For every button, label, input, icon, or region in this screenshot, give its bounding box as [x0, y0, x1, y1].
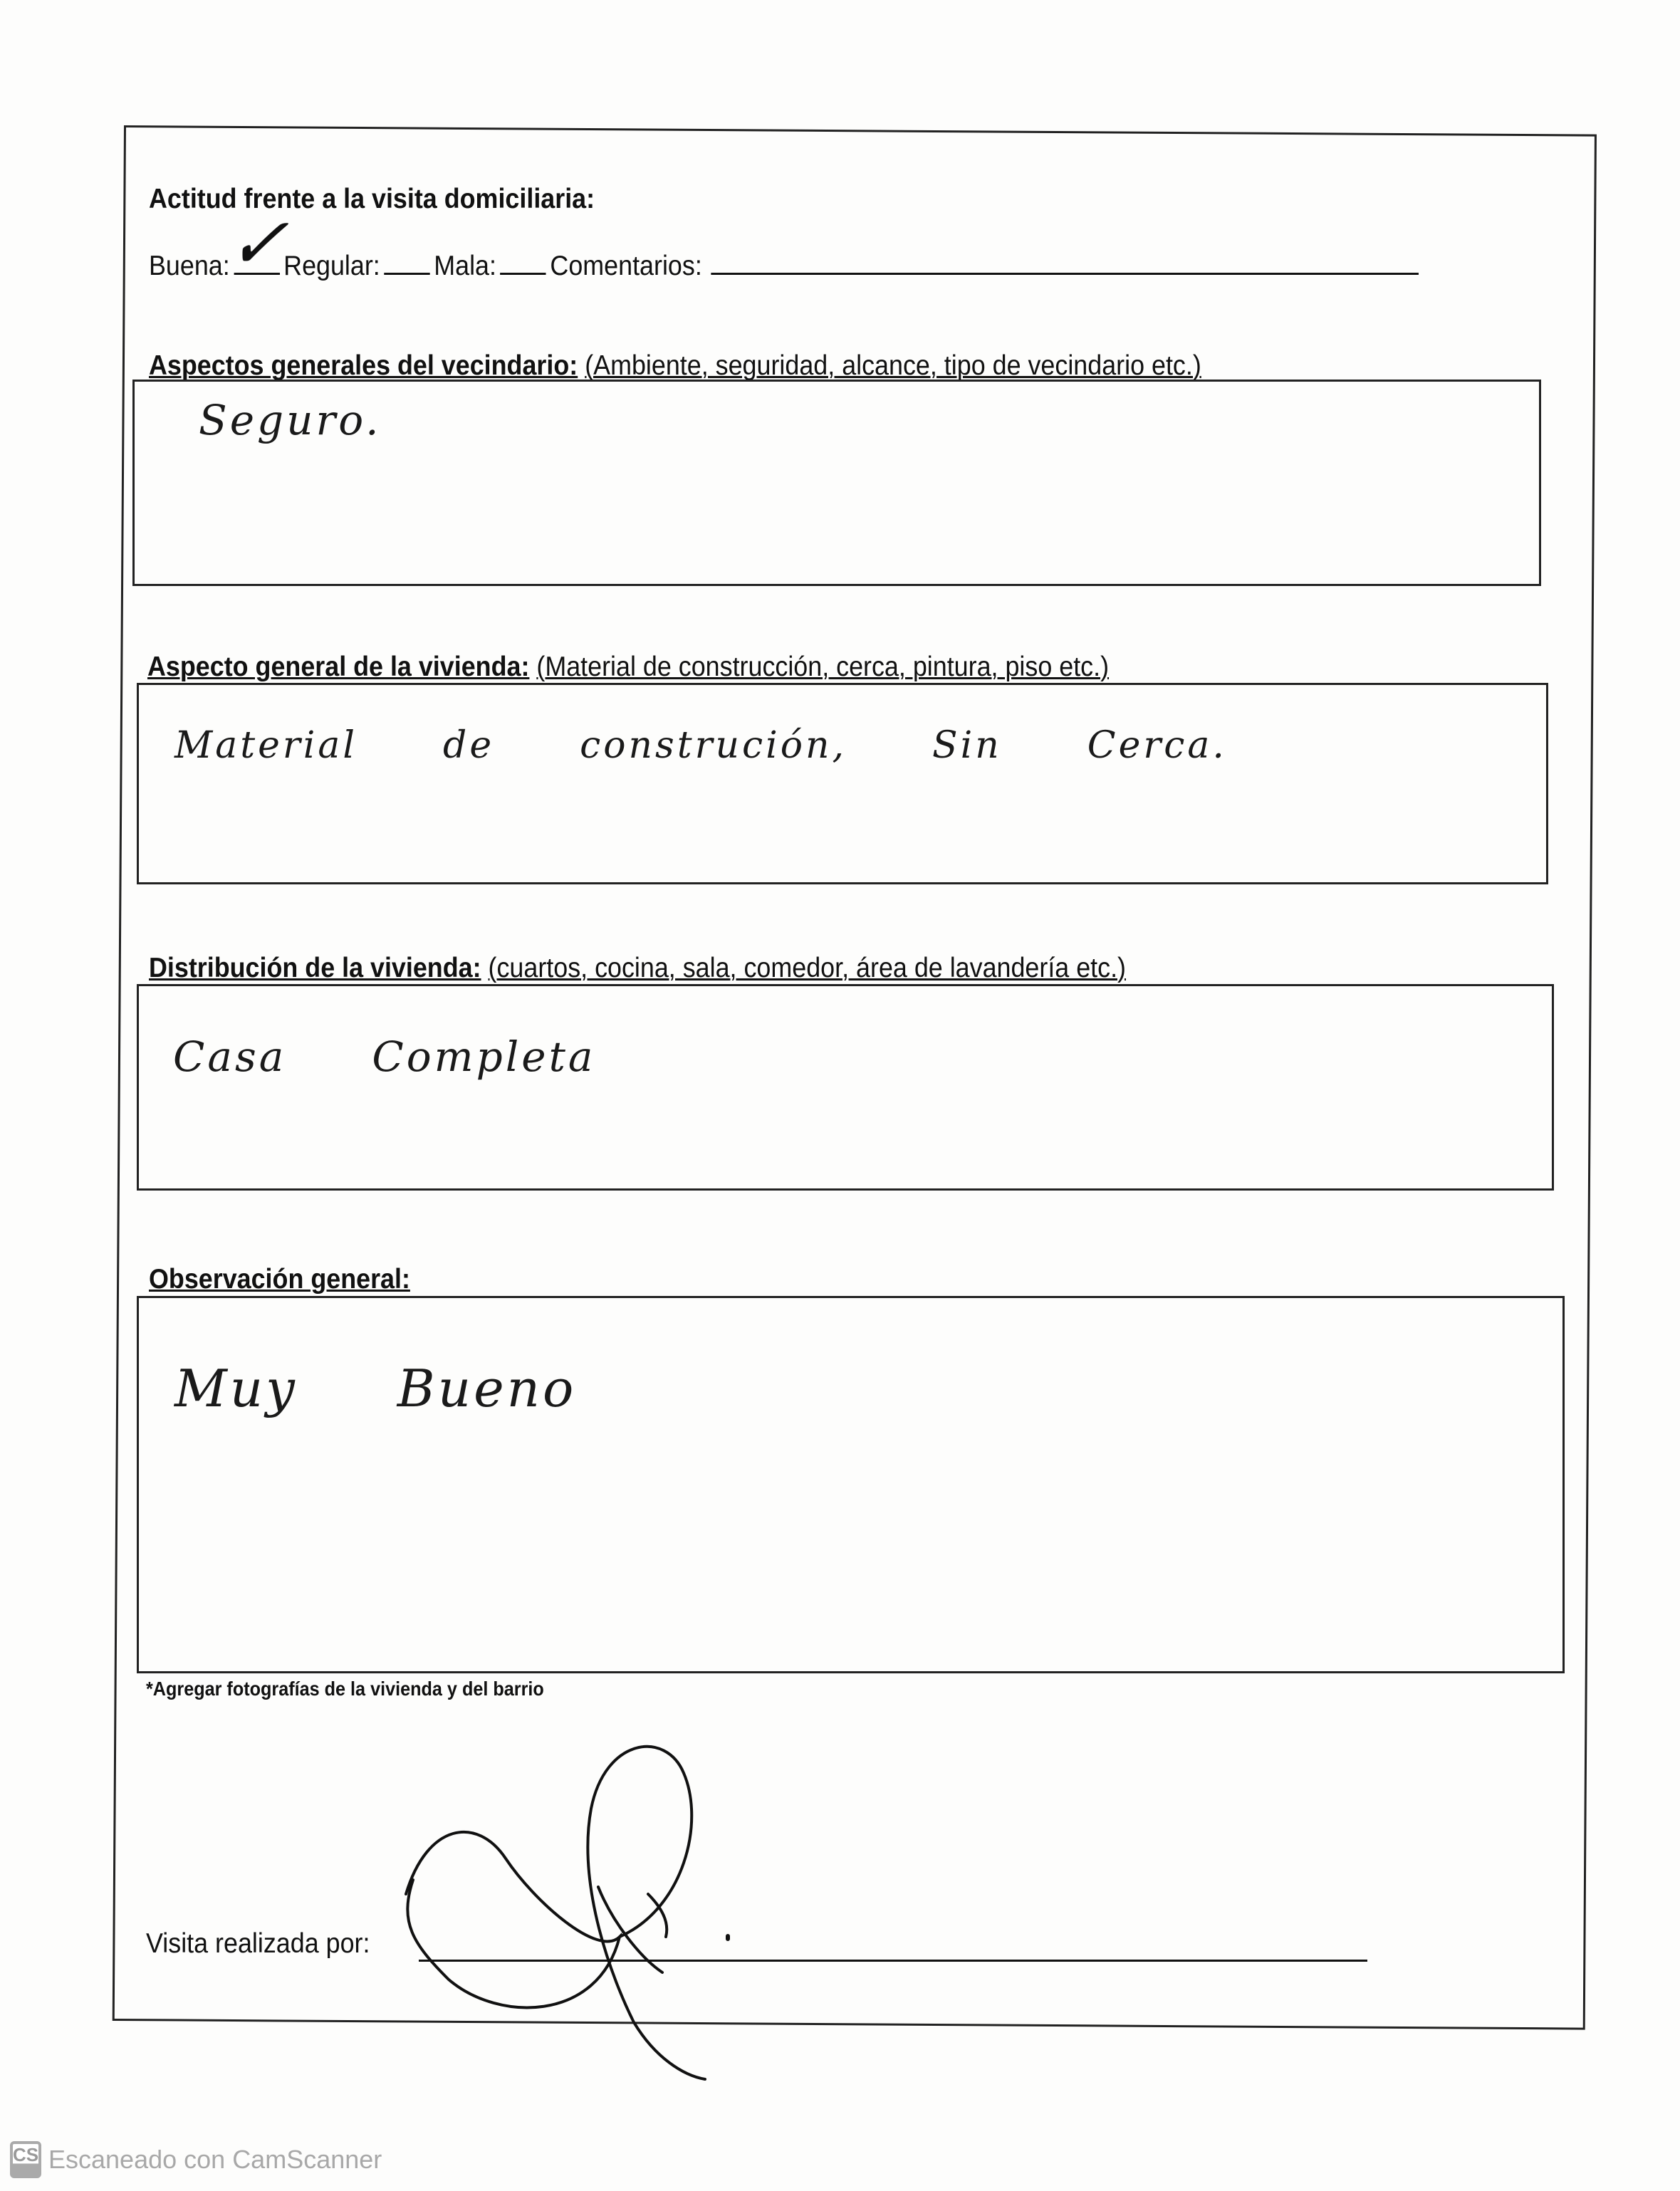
- footnote: *Agregar fotografías de la vivienda y del barrio: [146, 1678, 544, 1700]
- regular-label: Regular:: [283, 251, 380, 281]
- hand-word: Muy: [174, 1359, 298, 1418]
- comentarios-field[interactable]: [711, 251, 1419, 275]
- signature-stroke: [406, 1747, 705, 2079]
- housing-box[interactable]: [137, 683, 1548, 884]
- camscanner-text: Escaneado con CamScanner: [48, 2145, 382, 2174]
- hand-word: Material: [174, 724, 358, 767]
- attitude-options: [149, 202, 1423, 285]
- hand-word: Cerca.: [1087, 724, 1227, 767]
- attitude-heading: Actitud frente a la visita domiciliaria:: [149, 184, 595, 214]
- check-mark-icon: ✓: [219, 202, 308, 285]
- mala-label: Mala:: [434, 251, 496, 281]
- hand-word: Casa: [173, 1032, 287, 1081]
- distribution-hint: (cuartos, cocina, sala, comedor, área de lavandería etc.): [488, 953, 1127, 983]
- observation-answer: [174, 1359, 662, 1418]
- distribution-title: Distribución de la vivienda:: [149, 953, 481, 983]
- camscanner-watermark: [10, 2141, 382, 2178]
- hand-word: Completa: [372, 1032, 596, 1081]
- hand-word: Sin: [932, 724, 1002, 767]
- hand-word: construción,: [580, 724, 847, 767]
- distribution-box[interactable]: [137, 984, 1554, 1191]
- neighborhood-answer: Seguro.: [199, 396, 382, 444]
- hand-word: de: [443, 724, 495, 767]
- regular-field[interactable]: [384, 251, 429, 275]
- buena-label: Buena:: [149, 251, 230, 281]
- visit-label: Visita realizada por:: [146, 1928, 370, 1959]
- buena-field[interactable]: [219, 202, 308, 285]
- comentarios-label: Comentarios:: [550, 251, 702, 281]
- distribution-answer: [173, 1032, 682, 1081]
- observation-title: Observación general:: [149, 1264, 410, 1295]
- camscanner-logo-icon: CS: [10, 2141, 41, 2178]
- signature-dot: [726, 1934, 730, 1941]
- neighborhood-hint: (Ambiente, seguridad, alcance, tipo de vecindario etc.): [585, 350, 1201, 381]
- housing-hint: (Material de construcción, cerca, pintura, piso etc.): [536, 652, 1110, 682]
- observation-heading: [149, 1264, 410, 1295]
- observation-box[interactable]: [137, 1296, 1565, 1673]
- neighborhood-title: Aspectos generales del vecindario:: [149, 350, 578, 381]
- hand-word: Bueno: [397, 1359, 577, 1418]
- housing-answer: [174, 724, 1313, 767]
- neighborhood-box[interactable]: [132, 380, 1541, 586]
- neighborhood-heading: [149, 350, 1201, 382]
- distribution-heading: [149, 953, 1126, 984]
- signature-drawing: [385, 1723, 755, 2093]
- mala-field[interactable]: [500, 251, 546, 275]
- housing-heading: [147, 652, 1109, 683]
- housing-title: Aspecto general de la vivienda:: [147, 652, 530, 682]
